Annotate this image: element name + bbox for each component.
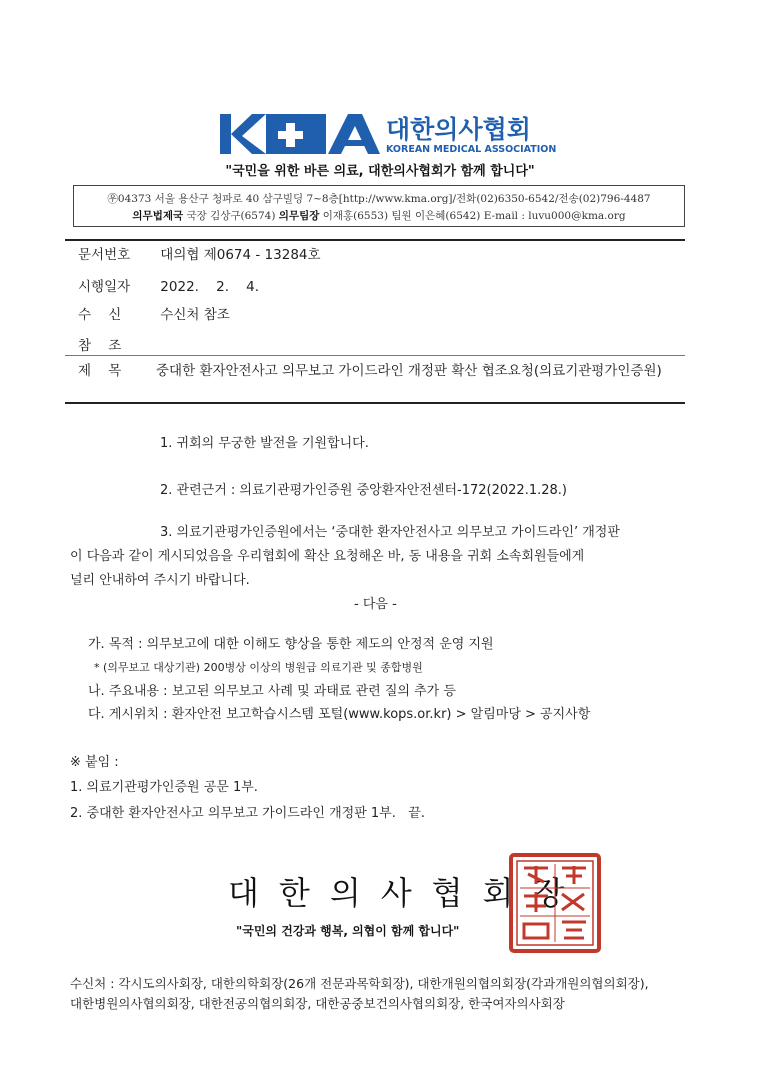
org-name-en: KOREAN MEDICAL ASSOCIATION <box>386 144 557 155</box>
subject-row <box>78 360 690 382</box>
recipient-value: 수신처 참조 <box>160 307 230 323</box>
recipient-label: 수 신 <box>78 307 122 323</box>
subject-rule <box>65 355 685 356</box>
dept-label: 의무법제국 <box>132 210 184 222</box>
attachment-1: 1. 의료기관평가인증원 공문 1부. <box>70 780 258 795</box>
team-label: 의무팀장 <box>278 210 320 222</box>
date-label: 시행일자 <box>78 279 131 295</box>
team-contact: 이재홍(6553) 팀원 이은혜(6542) E-mail : luvu000@kma.org <box>322 210 626 222</box>
date-value: 2022. 2. 4. <box>160 279 260 295</box>
address-line: ㉾04373 서울 용산구 청파로 40 삼구빌딩 7~8층[http://www.kma.org]/전화(02)6350-6542/전송(02)796-4487 <box>107 193 651 205</box>
paragraph-3-line-1: 3. 의료기관평가인증원에서는 ‘중대한 환자안전사고 의무보고 가이드라인’ 개정판 <box>160 525 620 540</box>
org-name-ko: 대한의사협회 <box>386 115 531 144</box>
attachment-2: 2. 중대한 환자안전사고 의무보고 가이드라인 개정판 1부. 끝. <box>70 806 425 821</box>
item-location: 다. 게시위치 : 환자안전 보고학습시스템 포털(www.kops.or.kr) > 알림마당 > 공지사항 <box>88 707 591 722</box>
subject-label: 제 목 <box>78 363 122 379</box>
kma-logo <box>220 112 565 156</box>
bottom-rule <box>65 402 685 404</box>
attachment-title: ※ 붙임 : <box>70 755 119 770</box>
recipients-line-1: 수신처 : 각시도의사회장, 대한의학회장(26개 전문과목학회장), 대한개원의협의회장(각과개원의협의회장), <box>70 976 649 991</box>
recipient-row <box>78 303 230 323</box>
paragraph-3-line-3: 널리 안내하여 주시기 바랍니다. <box>70 573 250 588</box>
contact-line <box>74 208 684 223</box>
kma-logo-graphic <box>220 112 565 156</box>
reference-row <box>78 334 156 354</box>
doc-number-row <box>78 243 321 263</box>
reference-label: 참 조 <box>78 338 122 354</box>
item-contents: 나. 주요내용 : 보고된 의무보고 사례 및 과태료 관련 질의 추가 등 <box>88 684 456 699</box>
item-purpose: 가. 목적 : 의무보고에 대한 이해도 향상을 통한 제도의 안정적 운영 지원 <box>88 637 494 652</box>
item-purpose-note: * (의무보고 대상기관) 200병상 이상의 병원급 의료기관 및 종합병원 <box>94 661 423 674</box>
official-seal-icon <box>508 852 602 954</box>
address-box <box>73 185 685 227</box>
header-motto: "국민을 위한 바른 의료, 대한의사협회가 함께 합니다" <box>225 164 535 179</box>
top-rule <box>65 239 685 241</box>
recipients-line-2: 대한병원의사협의회장, 대한전공의협의회장, 대한공중보건의사협의회장, 한국여자의사회장 <box>70 996 565 1011</box>
doc-number: 대의협 제0674 - 13284호 <box>160 247 321 263</box>
paragraph-3-line-2: 이 다음과 같이 게시되었음을 우리협회에 확산 요청해온 바, 동 내용을 귀회 소속회원들에게 <box>70 549 585 564</box>
signer-title: 대한의사협회장 <box>228 874 585 912</box>
date-row <box>78 275 259 295</box>
dept-head: 국장 김상구(6574) <box>186 210 276 222</box>
doc-number-label: 문서번호 <box>78 247 131 263</box>
paragraph-1: 1. 귀회의 무궁한 발전을 기원합니다. <box>160 436 369 451</box>
footer-motto: "국민의 건강과 행복, 의협이 함께 합니다" <box>236 924 460 938</box>
next-heading: - 다음 - <box>354 597 397 612</box>
paragraph-2: 2. 관련근거 : 의료기관평가인증원 중앙환자안전센터-172(2022.1.28.) <box>160 483 567 498</box>
subject-value: 중대한 환자안전사고 의무보고 가이드라인 개정판 확산 협조요청(의료기관평가인증원) <box>156 363 662 379</box>
